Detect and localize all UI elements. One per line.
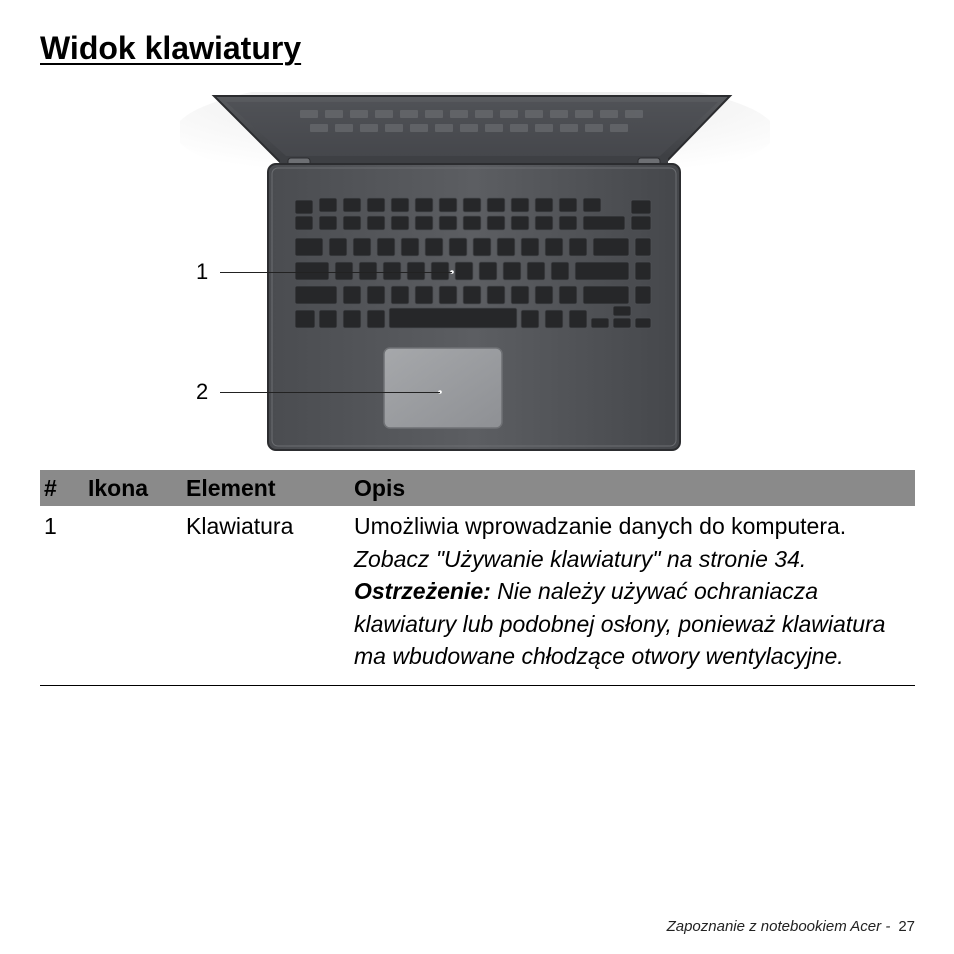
- page-number: 27: [898, 918, 915, 935]
- table-header-row: [40, 470, 915, 506]
- description-reference: Zobacz "Używanie klawiatury" na stronie 34.: [354, 545, 807, 572]
- callout-2-leader-line: [220, 392, 440, 393]
- row-icon: [84, 506, 182, 685]
- description-main: Umożliwia wprowadzanie danych do komputera.: [354, 513, 847, 539]
- warning-label: Ostrzeżenie:: [354, 578, 491, 604]
- description-warning: [354, 575, 911, 673]
- header-icon: Ikona: [84, 470, 182, 506]
- row-element: Klawiatura: [182, 506, 350, 685]
- footer-text: Zapoznanie z notebookiem Acer -: [666, 918, 891, 935]
- row-number: 1: [40, 506, 84, 685]
- page-footer: [667, 918, 915, 935]
- laptop-top-view-image: [180, 92, 770, 454]
- callout-2: 2: [196, 379, 209, 404]
- page-title: Widok klawiatury: [40, 30, 302, 66]
- callout-1: 1: [196, 259, 209, 284]
- header-description: Opis: [350, 470, 915, 506]
- callout-1-leader-line: [220, 272, 452, 273]
- header-number: #: [40, 470, 84, 506]
- warning-text: Nie należy używać ochraniacza klawiatury lub podobnej osłony, ponieważ klawiatura ma wbudowane chłodzące otwory wentylacyjne.: [354, 578, 886, 669]
- laptop-keyboard-illustration: [180, 92, 770, 454]
- row-description: [350, 506, 915, 685]
- component-table: [40, 470, 915, 686]
- table-row: [40, 506, 915, 685]
- header-element: Element: [182, 470, 350, 506]
